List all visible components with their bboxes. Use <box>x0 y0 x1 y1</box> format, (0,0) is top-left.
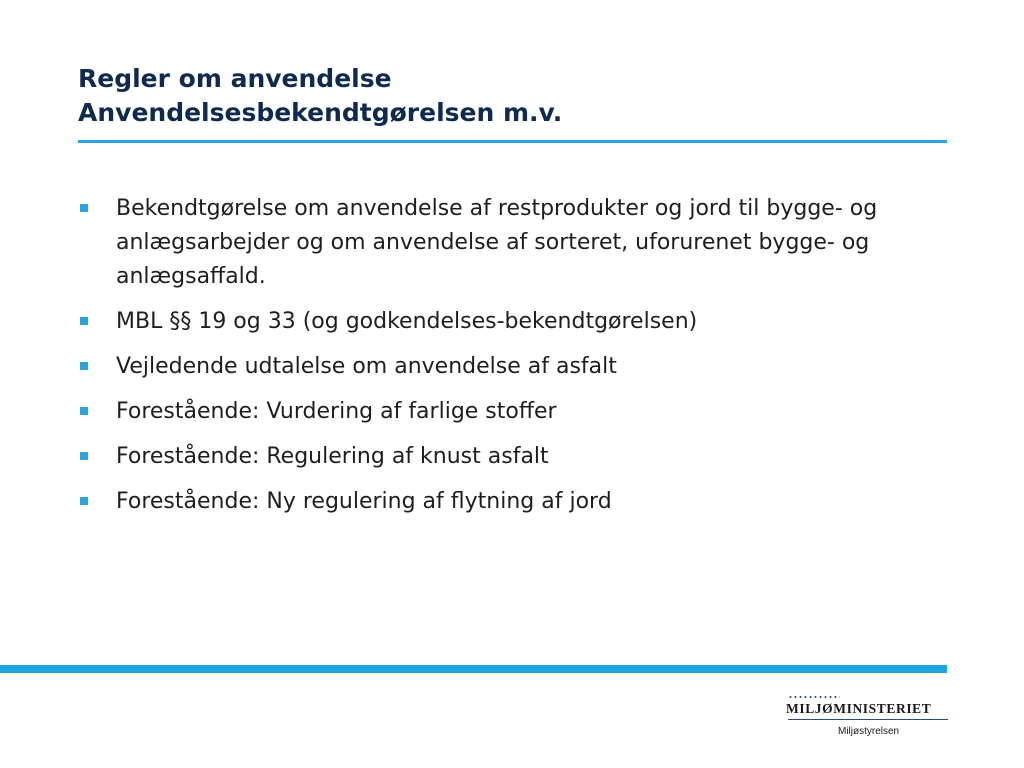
logo-subtext: Miljøstyrelsen <box>838 726 900 737</box>
bullet-text: Forestående: Regulering af knust asfalt <box>116 444 549 469</box>
slide-title <box>78 62 948 130</box>
square-bullet-icon <box>80 317 88 325</box>
square-bullet-icon <box>80 362 88 370</box>
bullet-list <box>80 192 940 530</box>
logo-underline <box>788 719 948 720</box>
bullet-item <box>80 485 940 519</box>
bullet-text: Bekendtgørelse om anvendelse af restprodukter og jord til bygge- og anlægsarbejder og om anvendelse af sorteret, uforurenet bygge- og anlægsaffald. <box>116 196 878 289</box>
bullet-item <box>80 305 940 339</box>
square-bullet-icon <box>80 407 88 415</box>
bullet-item <box>80 440 940 474</box>
square-bullet-icon <box>80 452 88 460</box>
bullet-item <box>80 395 940 429</box>
square-bullet-icon <box>80 497 88 505</box>
bullet-item <box>80 192 940 294</box>
square-bullet-icon <box>80 204 88 212</box>
bullet-text: Forestående: Vurdering af farlige stoffer <box>116 399 557 424</box>
ministry-logo <box>786 696 950 744</box>
bullet-text: Forestående: Ny regulering af flytning af jord <box>116 489 612 514</box>
footer-bar <box>0 665 947 673</box>
slide-title-line-1: Regler om anvendelse <box>78 64 392 93</box>
title-divider <box>78 140 947 143</box>
bullet-text: MBL §§ 19 og 33 (og godkendelses-bekendtgørelsen) <box>116 309 698 334</box>
bullet-item <box>80 350 940 384</box>
bullet-text: Vejledende udtalelse om anvendelse af asfalt <box>116 354 617 379</box>
slide-title-line-2: Anvendelsesbekendtgørelsen m.v. <box>78 98 563 127</box>
logo-dots-icon <box>788 696 840 698</box>
logo-wordmark: MILJØMINISTERIET <box>786 701 932 716</box>
